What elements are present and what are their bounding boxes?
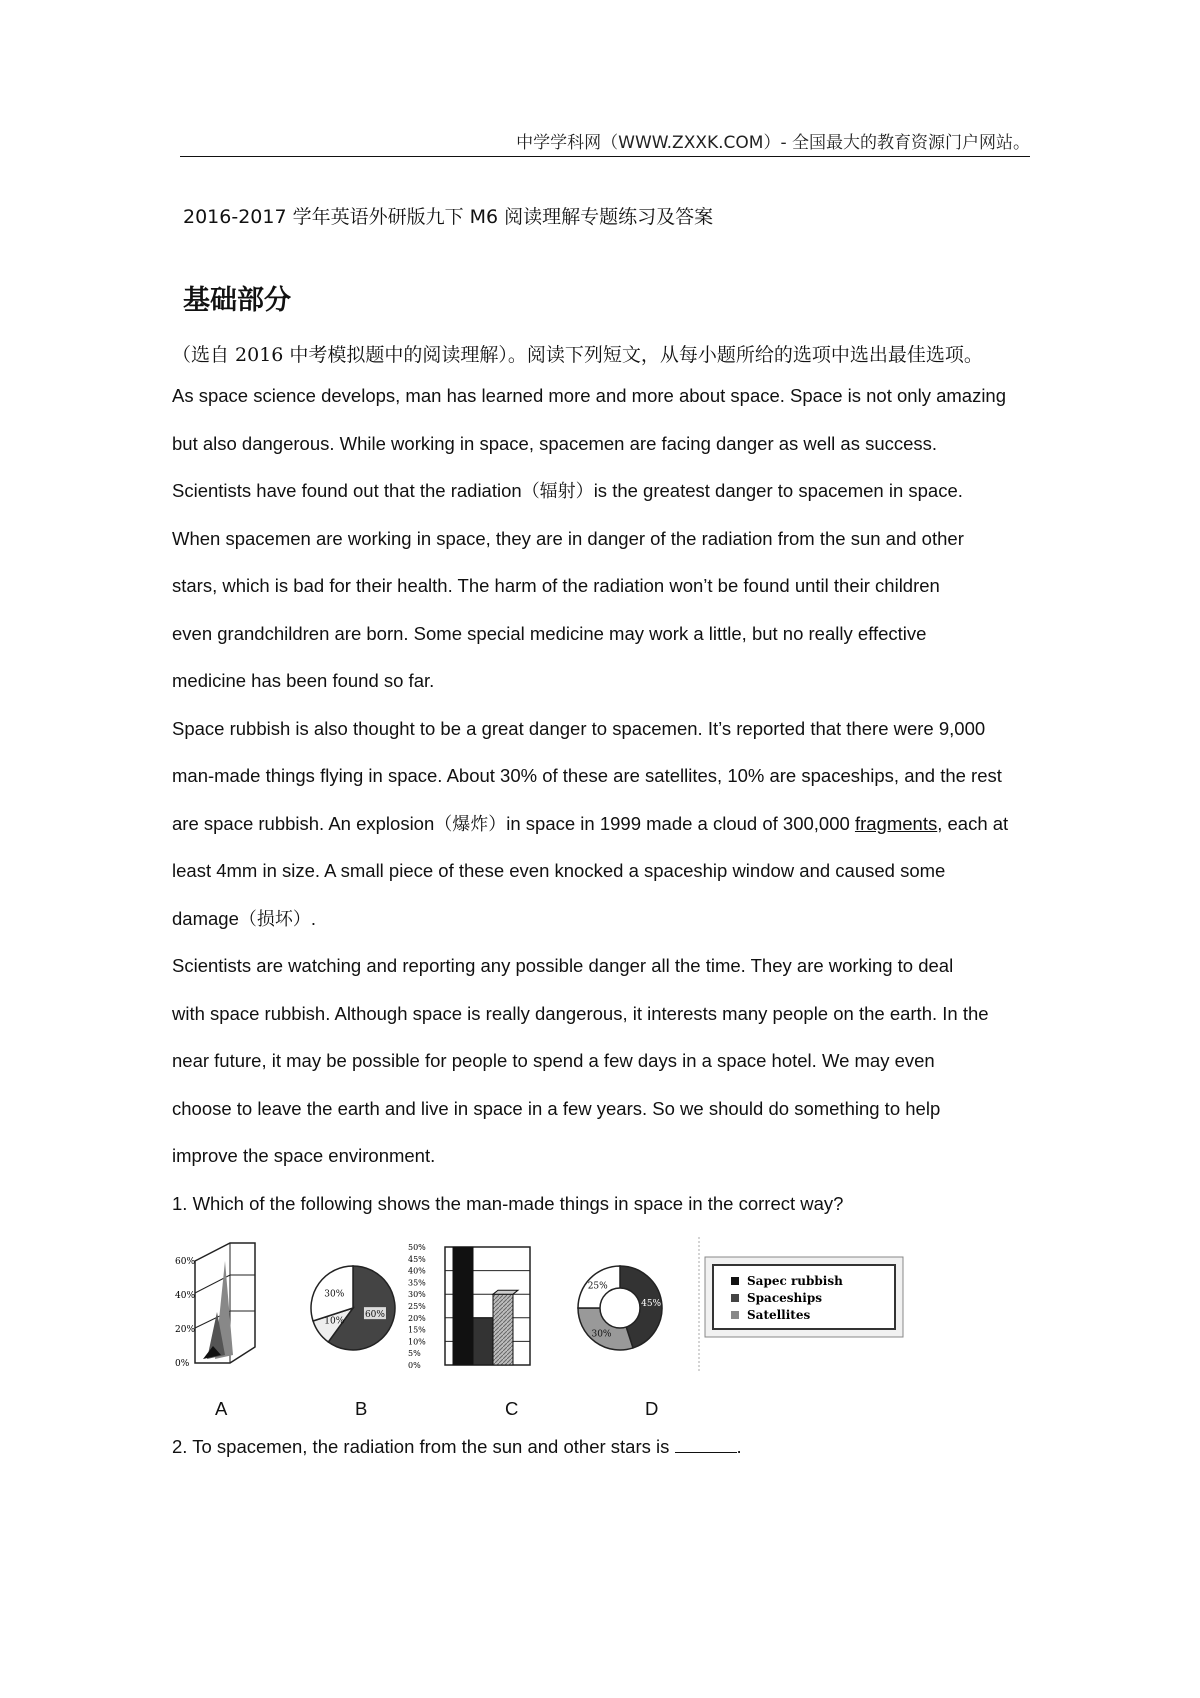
option-label-b: B [355, 1398, 368, 1419]
question-2-end: . [736, 1436, 742, 1457]
option-label-c: C [505, 1398, 519, 1419]
chart-c-tick-label: 0% [408, 1361, 421, 1370]
chart-c-tick-label: 5% [408, 1349, 421, 1359]
legend-label-satellites: Satellites [747, 1308, 811, 1322]
chart-c-tick-label: 10% [408, 1337, 426, 1347]
passage-line: choose to leave the earth and live in space in a few years. So we should do something to help [172, 1097, 941, 1119]
underlined-word-fragments: fragments [854, 812, 938, 834]
passage-text: damage [172, 907, 239, 929]
chart-b-slice-label: 10% [324, 1316, 345, 1327]
chart-c-tick-label: 45% [408, 1254, 426, 1264]
question-1: 1. Which of the following shows the man-made things in space in the correct way? [172, 1192, 844, 1214]
chart-d-slice-label: 25% [587, 1281, 608, 1292]
reading-passage [172, 378, 1052, 1233]
chart-d-hole [600, 1288, 640, 1328]
section-heading: 基础部分 [183, 285, 291, 316]
chart-c-bar [473, 1318, 493, 1365]
legend-label-spaceships: Spaceships [747, 1291, 822, 1305]
passage-line [172, 901, 1052, 949]
chart-c-tick-label: 35% [408, 1278, 426, 1288]
passage-line: medicine has been found so far. [172, 670, 435, 691]
legend-swatch-spaceships [731, 1294, 739, 1302]
passage-line [172, 473, 1052, 521]
passage-line: even grandchildren are born. Some special medicine may work a little, but no really effective [172, 622, 927, 644]
answer-blank[interactable] [675, 1434, 737, 1453]
chart-c-tick-label: 50% [408, 1243, 426, 1252]
passage-line [172, 806, 1052, 854]
question-2-text: 2. To spacemen, the radiation from the sun and other stars is [172, 1436, 670, 1457]
gloss-explosion: （爆炸） [434, 813, 507, 835]
passage-text: are space rubbish. An explosion [172, 812, 435, 834]
passage-line: but also dangerous. While working in space, spacemen are facing danger as well as success. [172, 432, 938, 454]
passage-text: Scientists have found out that the radiation [172, 480, 522, 501]
passage-line: least 4mm in size. A small piece of these even knocked a spaceship window and caused some [172, 860, 946, 881]
chart-c-bar [493, 1294, 513, 1365]
passage-line: near future, it may be possible for people to spend a few days in a space hotel. We may even [172, 1050, 935, 1071]
answer-charts [175, 1235, 910, 1375]
passage-text: . [310, 907, 316, 929]
chart-c-bar [453, 1247, 473, 1365]
chart-legend [705, 1257, 903, 1337]
chart-d-slice-label: 30% [591, 1329, 612, 1340]
question-2 [172, 1434, 742, 1458]
header-divider [180, 156, 1030, 157]
chart-d [578, 1266, 662, 1350]
legend-swatch-rubbish [731, 1277, 739, 1285]
chart-c-tick-label: 20% [408, 1313, 426, 1323]
chart-b [311, 1266, 395, 1350]
page-header: 中学学科网（WWW.ZXXK.COM）- 全国最大的教育资源门户网站。 [516, 133, 1030, 153]
chart-a-tick-label: 60% [175, 1257, 196, 1267]
gloss-damage: （损坏） [238, 908, 311, 930]
chart-c-tick-label: 40% [408, 1266, 426, 1276]
instruction-text: （选自 2016 中考模拟题中的阅读理解）。阅读下列短文，从每小题所给的选项中选出最佳选项。 [172, 344, 983, 366]
passage-text: in space in 1999 made a cloud of 300,000 [506, 812, 850, 834]
passage-line: improve the space environment. [172, 1145, 436, 1166]
chart-d-slice-label: 45% [641, 1299, 662, 1310]
passage-text: , each at [937, 812, 1009, 834]
legend-label-rubbish: Sapec rubbish [747, 1274, 843, 1288]
legend-swatch-satellites [731, 1311, 739, 1319]
chart-c-tick-label: 30% [408, 1290, 426, 1300]
passage-line: Space rubbish is also thought to be a great danger to spacemen. It’s reported that there were 9,000 [172, 717, 986, 739]
option-label-d: D [645, 1398, 659, 1419]
chart-c-tick-label: 25% [408, 1302, 426, 1311]
passage-line: man-made things flying in space. About 30% of these are satellites, 10% are spaceships, and the rest [172, 765, 1002, 786]
passage-line: Scientists are watching and reporting any possible danger all the time. They are working to deal [172, 955, 954, 976]
chart-c-bar-top [493, 1290, 518, 1294]
passage-line: with space rubbish. Although space is really dangerous, it interests many people on the earth. In the [172, 1002, 989, 1024]
chart-a-tick-label: 0% [175, 1359, 190, 1369]
chart-b-slice-label: 60% [364, 1310, 385, 1321]
chart-c [408, 1243, 530, 1370]
chart-a [175, 1243, 255, 1369]
passage-line: stars, which is bad for their health. The harm of the radiation won’t be found until their children [172, 575, 940, 596]
passage-line: When spacemen are working in space, they are in danger of the radiation from the sun and other [172, 527, 964, 549]
option-label-a: A [215, 1398, 228, 1419]
gloss-radiation: （辐射） [521, 481, 594, 502]
document-title: 2016-2017 学年英语外研版九下 M6 阅读理解专题练习及答案 [183, 206, 714, 228]
passage-text: is the greatest danger to spacemen in space. [593, 480, 963, 501]
chart-c-tick-label: 15% [408, 1325, 426, 1335]
passage-line: As space science develops, man has learned more and more about space. Space is not only amazing [172, 385, 1007, 406]
chart-b-slice-label: 30% [324, 1289, 345, 1300]
chart-a-tick-label: 40% [175, 1291, 196, 1301]
chart-a-tick-label: 20% [175, 1325, 196, 1335]
